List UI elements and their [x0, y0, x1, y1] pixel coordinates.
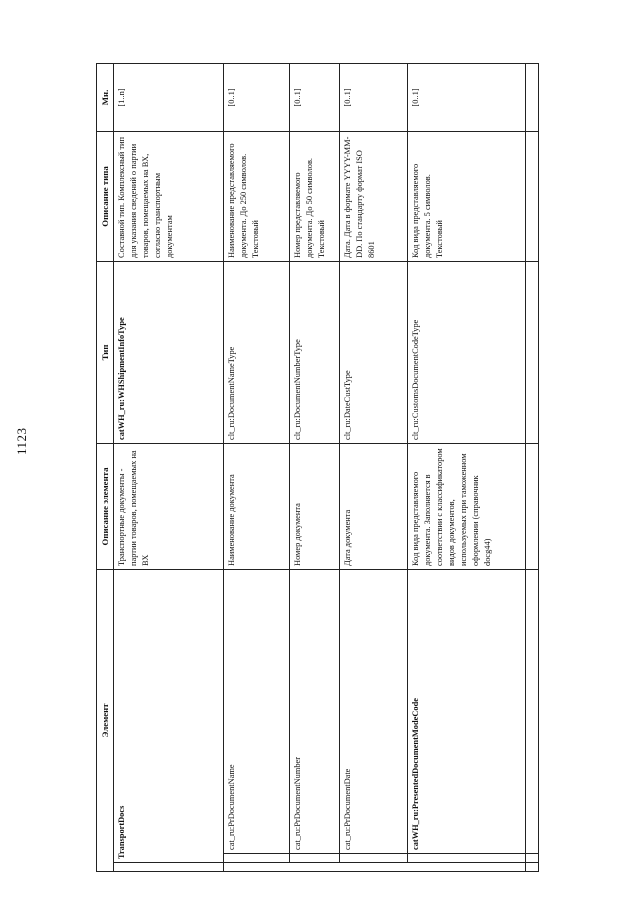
table-row — [290, 63, 340, 871]
indent-cell — [408, 854, 526, 863]
header-type: Тип — [97, 261, 114, 443]
element-cell: cat_ru:PrDocumentNumber — [290, 569, 340, 853]
schema-table — [96, 63, 539, 872]
element-cell: cat_ru:PrDocumentDate — [340, 569, 408, 853]
indent-cell — [290, 863, 340, 872]
indent-cell — [340, 854, 408, 863]
table-row — [526, 63, 539, 871]
type-description-cell: Дата. Дата в формате YYYY-MM-DD. По стандарту формат ISO 8601 — [340, 131, 408, 261]
indent-cell — [526, 854, 539, 863]
indent-cell — [408, 863, 526, 872]
multiplicity-cell: [0..1] — [408, 63, 526, 131]
type-cell: catWH_ru:WHShipmentInfoType — [114, 261, 224, 443]
header-element-description: Описание элемента — [97, 443, 114, 569]
element-description-cell: Транспортные документы - партии товаров, помещаемых на ВХ — [114, 443, 224, 569]
indent-cell — [224, 863, 290, 872]
indent-cell — [340, 863, 408, 872]
indent-cell — [526, 863, 539, 872]
empty-cell — [526, 443, 539, 569]
table-row — [408, 63, 526, 871]
type-description-cell: Код вида представляемого документа. 5 символов. Текстовый — [408, 131, 526, 261]
type-description-cell: Номер представляемого документа. До 50 символов. Текстовый — [290, 131, 340, 261]
type-description-cell: Наименование представляемого документа. До 250 символов. Текстовый — [224, 131, 290, 261]
multiplicity-cell: [0..1] — [290, 63, 340, 131]
table-row — [224, 63, 290, 871]
element-description-cell: Номер документа — [290, 443, 340, 569]
rotated-page-content — [96, 64, 528, 872]
multiplicity-cell: [0..1] — [224, 63, 290, 131]
type-cell: clt_ru:CustomsDocumentCodeType — [408, 261, 526, 443]
element-cell: cat_ru:PrDocumentName — [224, 569, 290, 853]
element-description-cell: Наименование документа — [224, 443, 290, 569]
table-header-row — [97, 63, 114, 871]
table-row — [340, 63, 408, 871]
multiplicity-cell: [1..n] — [114, 63, 224, 131]
header-element: Элемент — [97, 569, 114, 871]
indent-cell — [224, 854, 290, 863]
indent-cell — [290, 854, 340, 863]
table-row — [114, 63, 224, 871]
empty-cell — [526, 63, 539, 131]
element-description-cell: Дата документа — [340, 443, 408, 569]
header-multiplicity: Мн. — [97, 63, 114, 131]
type-cell: clt_ru:DocumentNameType — [224, 261, 290, 443]
indent-cell — [114, 863, 224, 872]
empty-cell — [526, 131, 539, 261]
type-cell: clt_ru:DateCustType — [340, 261, 408, 443]
type-cell: clt_ru:DocumentNumberType — [290, 261, 340, 443]
empty-cell — [526, 569, 539, 853]
element-cell: catWH_ru:PresentedDocumentModeCode — [408, 569, 526, 853]
type-description-cell: Составной тип. Комплексный тип для указания сведений о партии товаров, помещаемых на ВХ, согласно транспортным документам — [114, 131, 224, 261]
empty-cell — [526, 261, 539, 443]
multiplicity-cell: [0..1] — [340, 63, 408, 131]
page-number: 1123 — [14, 427, 29, 455]
element-cell: TransportDocs — [114, 569, 224, 862]
header-type-description: Описание типа — [97, 131, 114, 261]
element-description-cell: Код вида представляемого документа. Заполняется в соответствии с классификатором видов документов, используемых при таможенном оформлении (справочник docg44) — [408, 443, 526, 569]
